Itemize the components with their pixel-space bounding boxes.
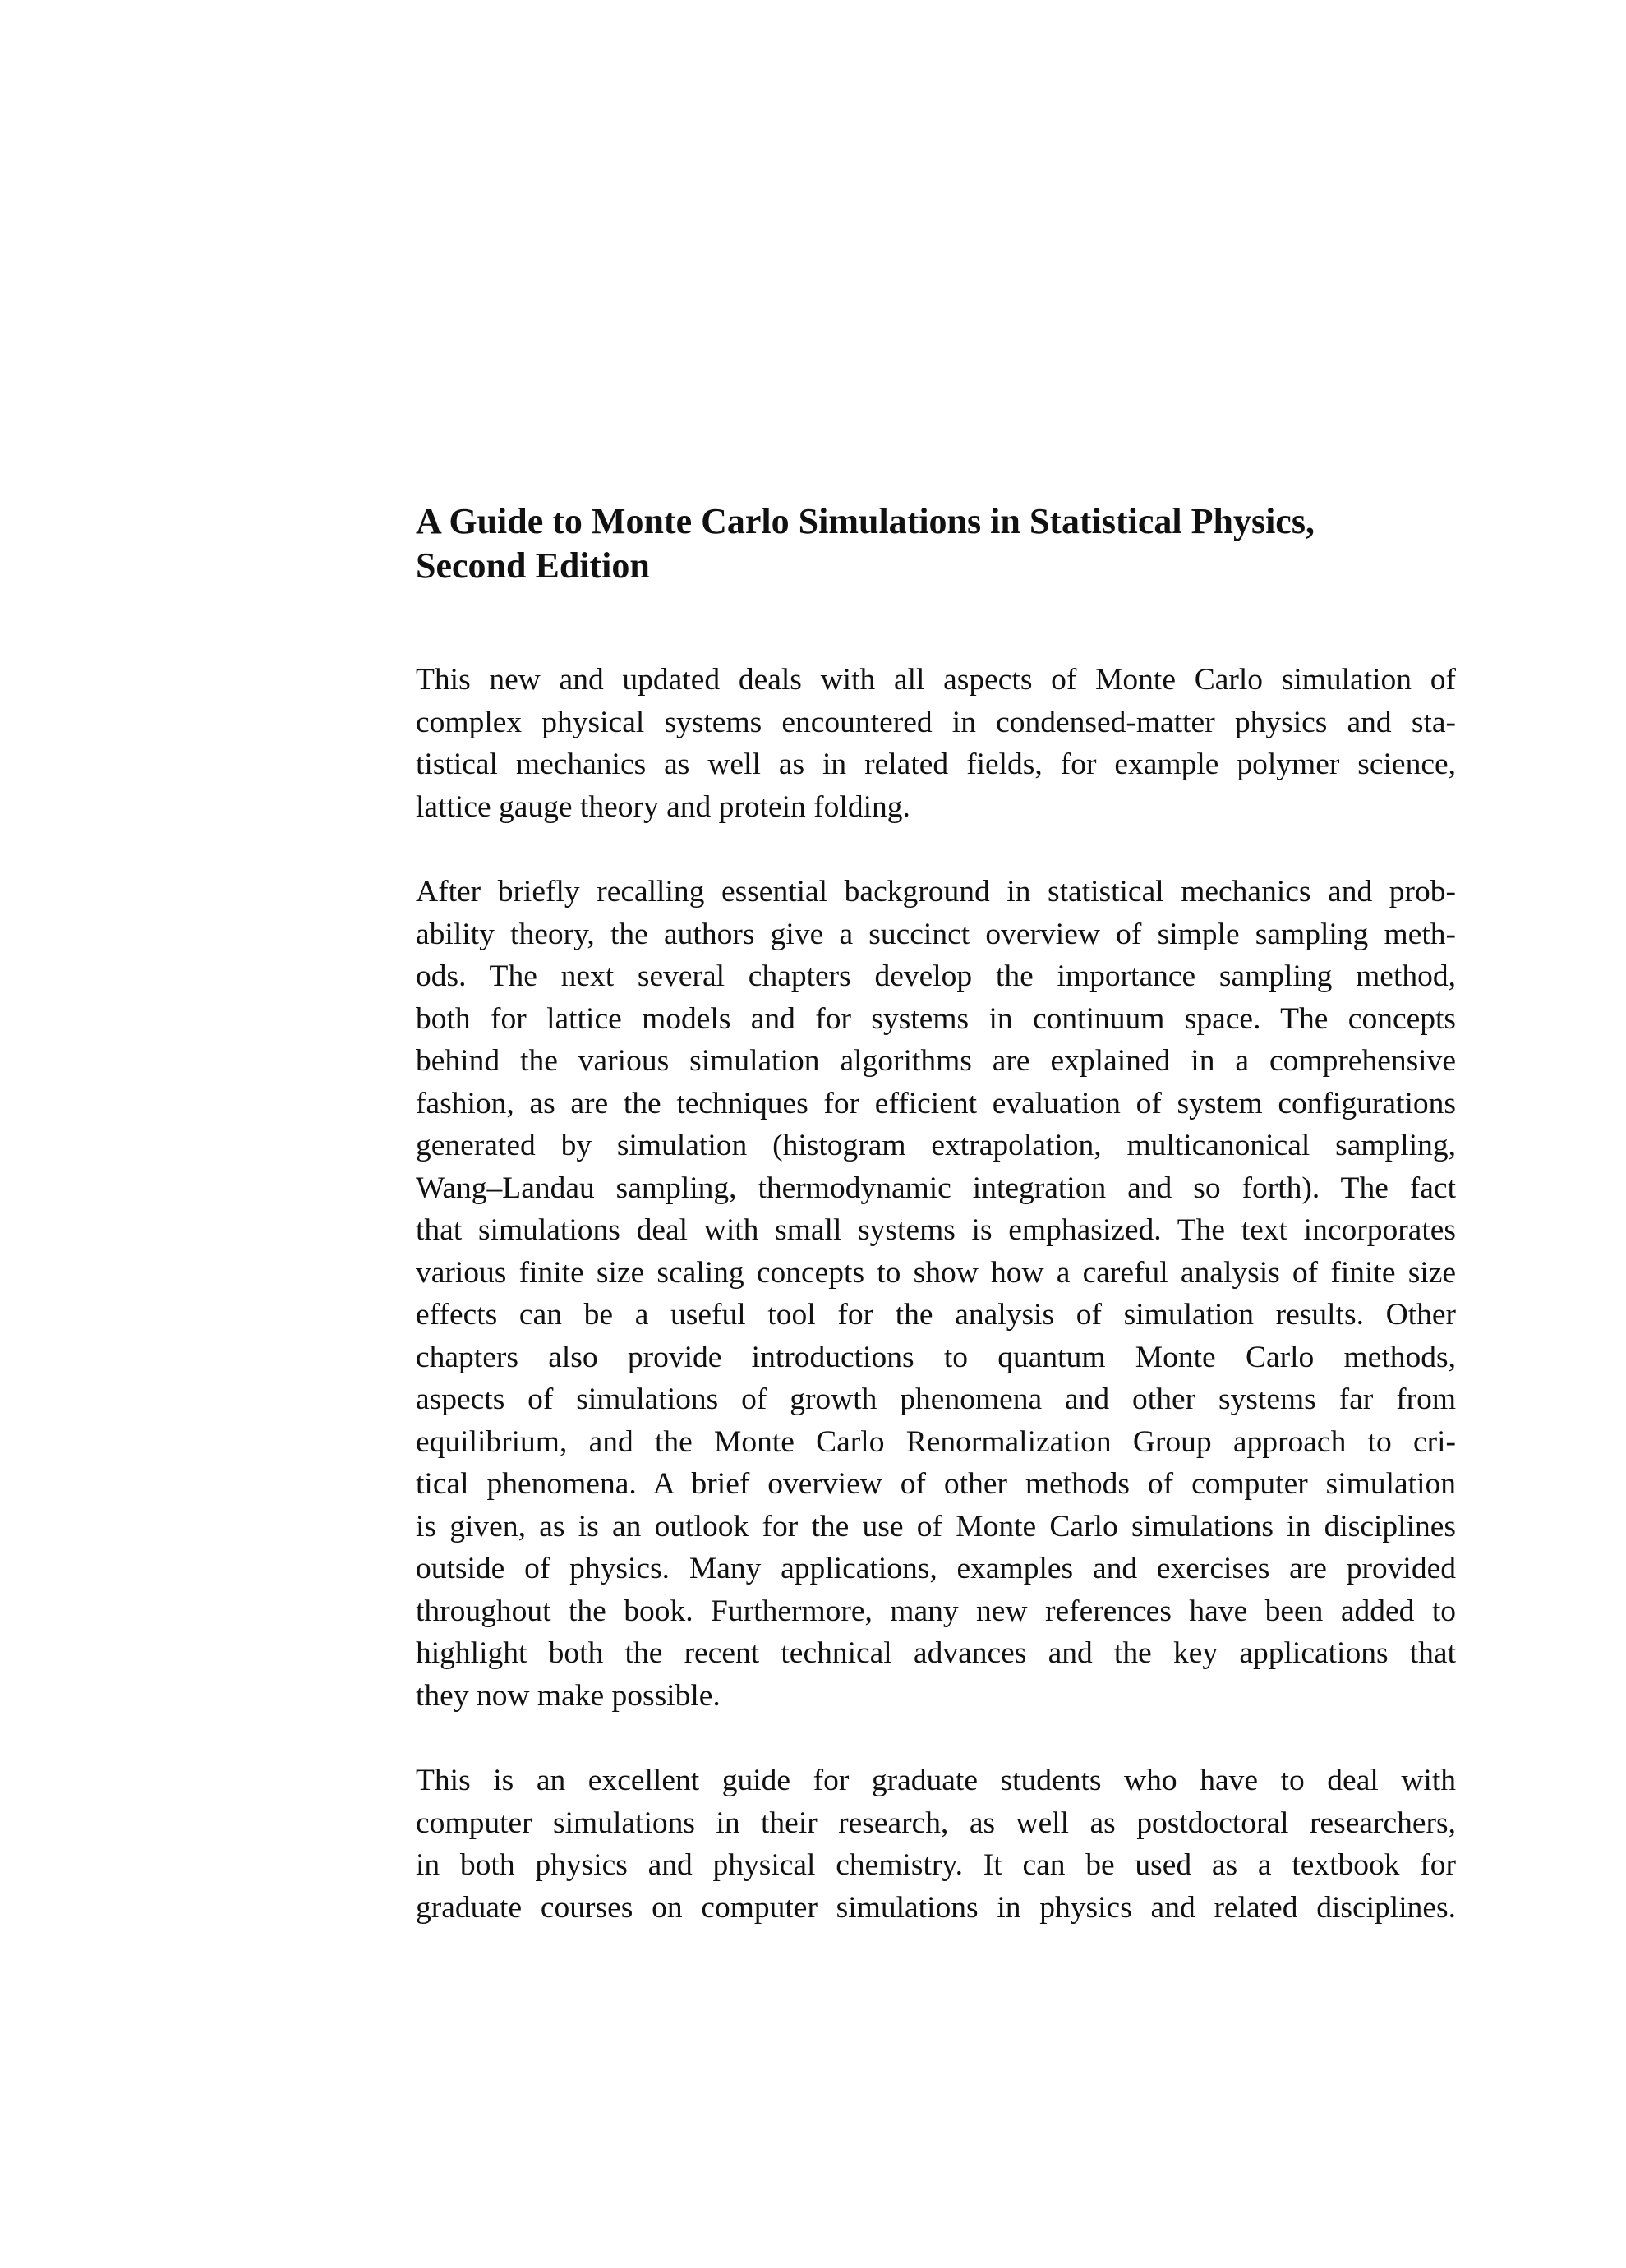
- paragraph-3-line-3: in both physics and physical chemistry. It can be used as a textbook for: [416, 1848, 1456, 1882]
- paragraph-2-line-12: chapters also provide introductions to quantum Monte Carlo methods,: [416, 1340, 1456, 1374]
- book-title-line-2: Second Edition: [416, 545, 650, 586]
- paragraph-2-line-1: After briefly recalling essential background in statistical mechanics and prob-: [416, 875, 1456, 909]
- paragraph-1-line-1: This new and updated deals with all aspects of Monte Carlo simulation of: [416, 663, 1456, 697]
- paragraph-2-line-16: is given, as is an outlook for the use of Monte Carlo simulations in disciplines: [416, 1509, 1456, 1543]
- paragraph-3: [416, 1760, 1456, 1929]
- book-title: [416, 499, 1456, 588]
- paragraph-1-line-4: lattice gauge theory and protein folding.: [416, 789, 910, 824]
- paragraph-2-line-5: behind the various simulation algorithms are explained in a comprehensive: [416, 1044, 1456, 1078]
- paragraph-2-line-7: generated by simulation (histogram extrapolation, multicanonical sampling,: [416, 1129, 1456, 1162]
- paragraph-2-line-10: various finite size scaling concepts to show how a careful analysis of finite size: [416, 1255, 1456, 1290]
- paragraph-2-line-15: tical phenomena. A brief overview of other methods of computer simulation: [416, 1467, 1456, 1501]
- paragraph-2-line-19: highlight both the recent technical advances and the key applications that: [416, 1636, 1456, 1670]
- paragraph-2-line-18: throughout the book. Furthermore, many new references have been added to: [416, 1594, 1456, 1628]
- paragraph-2-line-9: that simulations deal with small systems is emphasized. The text incorporates: [416, 1213, 1456, 1247]
- paragraph-2-line-14: equilibrium, and the Monte Carlo Renormalization Group approach to cri-: [416, 1424, 1456, 1459]
- paragraph-2-line-11: effects can be a useful tool for the analysis of simulation results. Other: [416, 1298, 1456, 1332]
- paragraph-2: [416, 871, 1456, 1717]
- paragraph-2-line-13: aspects of simulations of growth phenomena and other systems far from: [416, 1382, 1456, 1416]
- paragraph-2-line-6: fashion, as are the techniques for efficient evaluation of system configurations: [416, 1086, 1456, 1120]
- paragraph-1-line-2: complex physical systems encountered in condensed-matter physics and sta-: [416, 705, 1456, 739]
- paragraph-2-line-3: ods. The next several chapters develop the importance sampling method,: [416, 959, 1456, 993]
- book-title-line-1: A Guide to Monte Carlo Simulations in Statistical Physics,: [416, 501, 1315, 541]
- paragraph-2-line-20: they now make possible.: [416, 1678, 721, 1713]
- paragraph-1-line-3: tistical mechanics as well as in related fields, for example polymer science,: [416, 748, 1456, 781]
- paragraph-1: [416, 659, 1456, 828]
- paragraph-3-line-4: graduate courses on computer simulations in physics and related disciplines.: [416, 1890, 1456, 1925]
- paragraph-3-line-1: This is an excellent guide for graduate students who have to deal with: [416, 1764, 1456, 1797]
- paragraph-2-line-4: both for lattice models and for systems in continuum space. The concepts: [416, 1001, 1456, 1036]
- page-content: [416, 499, 1456, 1929]
- paragraph-2-line-2: ability theory, the authors give a succinct overview of simple sampling meth-: [416, 917, 1456, 951]
- paragraph-2-line-8: Wang–Landau sampling, thermodynamic integration and so forth). The fact: [416, 1171, 1456, 1205]
- paragraph-3-line-2: computer simulations in their research, as well as postdoctoral researchers,: [416, 1806, 1456, 1840]
- paragraph-2-line-17: outside of physics. Many applications, examples and exercises are provided: [416, 1552, 1456, 1585]
